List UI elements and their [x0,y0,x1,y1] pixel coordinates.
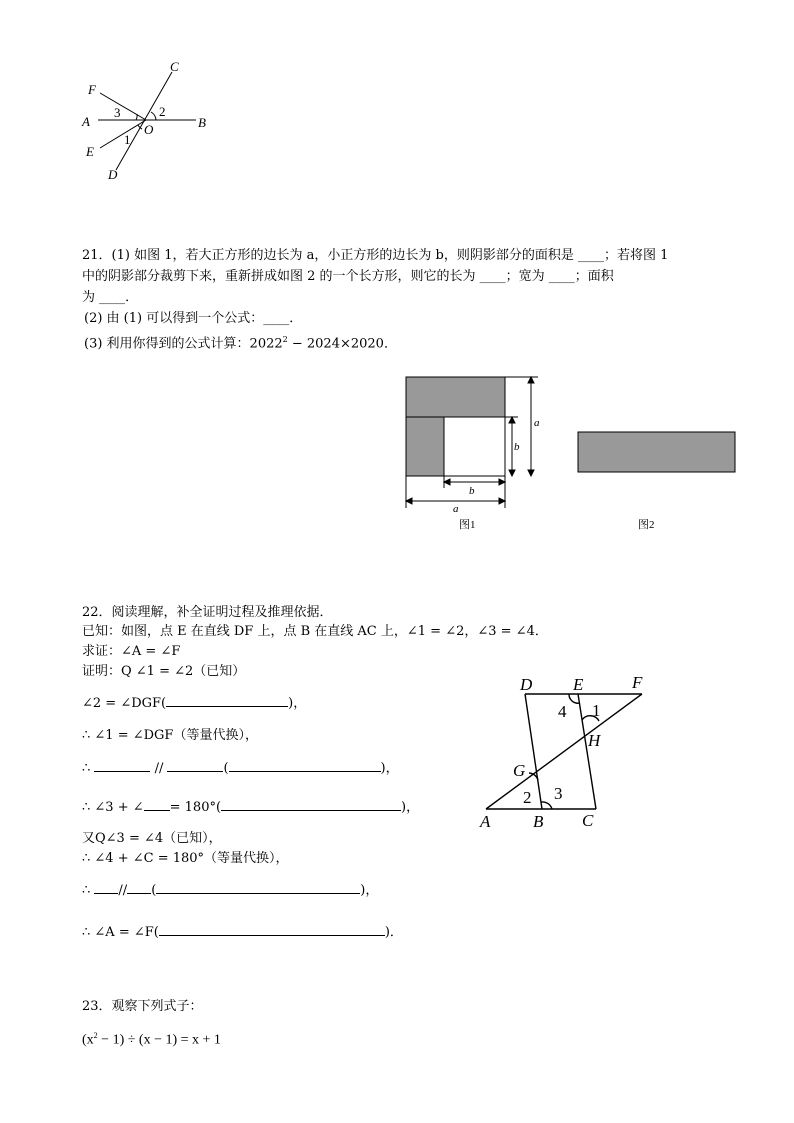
blank-step3-line2[interactable] [167,758,223,772]
q22-title: 22．阅读理解，补全证明过程及推理依据． [82,605,333,620]
step4-mid: = 180°( [169,800,222,815]
q22-prove: 求证：∠A = ∠F [82,644,181,659]
q21-line5-sup: 2 [282,335,288,344]
q23-eq-pre: (x [82,1032,94,1048]
q23-eq-sup: 2 [93,1031,98,1040]
label-C: C [170,59,179,74]
caption-fig2: 图2 [638,519,655,531]
blank-step8-reason[interactable] [159,922,385,936]
label-G: G [513,761,526,780]
blank-step4-angle[interactable] [144,797,170,811]
label-D: D [108,167,118,182]
blank-step3-reason[interactable] [229,758,381,772]
label-A: A [82,114,90,129]
q22-step3 [82,758,399,779]
label-A: A [480,812,491,831]
fig21-figures [398,368,748,538]
label-4: 4 [558,702,567,721]
q21-line2: 中的阴影部分裁剪下来，重新拼成如图 2 的一个长方形，则它的长为 ____；宽为 ____；面积 [82,269,614,284]
q23-title: 23．观察下列式子： [82,999,203,1014]
step3-parallel: // [154,761,164,776]
q22-step1 [82,693,306,714]
q21-line3: 为 ____． [82,290,139,305]
step7-parallel: // [118,883,128,898]
step7-paren: ( [151,883,157,898]
q22-step6: ∴ ∠4 + ∠C = 180°（等量代换）， [82,851,289,866]
label-3: 3 [554,784,563,803]
label-O: O [144,122,154,137]
label-C: C [582,811,594,830]
step8-text: ∴ ∠A = ∠F( [82,925,159,940]
label-2: 2 [523,788,532,807]
label-H: H [588,731,601,750]
ray-OE [100,120,146,148]
ray-OF [100,93,146,120]
label-E: E [573,675,584,694]
blank-step1-reason[interactable] [166,693,288,707]
shaded-left [406,417,444,476]
label-E: E [86,144,94,159]
label-B: B [533,812,544,831]
arc-angle-3 [541,802,552,809]
label-F: F [632,673,643,692]
label-F: F [88,82,96,97]
step7-therefore: ∴ [82,883,91,898]
q21-line4: (2) 由 (1) 可以得到一个公式：____． [84,311,303,326]
q23-eq-post: − 1) ÷ (x − 1) = x + 1 [97,1032,221,1048]
label-a-bottom: a [453,503,459,515]
label-a-right: a [534,417,540,429]
q22-proof-start: 证明：Q ∠1 = ∠2（已知） [82,664,246,679]
q22-step8 [82,922,403,943]
q21-line5 [84,330,397,354]
step7-end: )， [360,883,379,898]
step4-text: ∴ ∠3 + ∠ [82,800,144,815]
label-b-bottom: b [469,485,475,497]
figure-1 [406,377,540,531]
q23-equation [82,1026,221,1051]
caption-fig1: 图1 [459,519,476,531]
label-1: 1 [124,132,131,147]
label-1: 1 [592,701,601,720]
q22-step4 [82,797,419,818]
blank-step3-line1[interactable] [94,758,150,772]
q22-step7 [82,880,378,901]
angle-figure-top [78,55,218,185]
angle-arc-2 [151,112,156,120]
q21-line5-pre: (3) 利用你得到的公式计算：2022 [84,336,283,352]
label-D: D [520,675,533,694]
step4-end: )， [401,800,420,815]
fig22-geometry [470,668,660,833]
blank-step7-reason[interactable] [156,880,360,894]
step8-end: )． [384,925,403,940]
step3-therefore: ∴ [82,761,91,776]
blank-step7-line1[interactable] [94,880,118,894]
blank-step4-reason[interactable] [221,797,401,811]
shaded-top [406,377,505,417]
label-2: 2 [159,104,166,119]
step3-paren: ( [223,761,229,776]
label-3: 3 [114,105,121,120]
rectangle-fig2 [578,432,735,472]
step1-text: ∠2 = ∠DGF( [82,696,167,711]
label-B: B [198,115,206,130]
step1-end: )， [288,696,307,711]
blank-step7-line2[interactable] [127,880,151,894]
q22-given: 已知：如图，点 E 在直线 DF 上，点 B 在直线 AC 上，∠1 = ∠2，∠3 = ∠4． [82,624,548,639]
figure-2 [578,432,735,531]
q22-step2: ∴ ∠1 = ∠DGF（等量代换）， [82,728,258,743]
q22-step5: 又Q∠3 = ∠4（已知）， [82,831,222,846]
q21-line5-post: − 2024×2020． [287,336,397,352]
step3-end: )， [380,761,399,776]
label-b-right: b [514,441,520,453]
q21-line1: 21．(1) 如图 1，若大正方形的边长为 a，小正方形的边长为 b，则阴影部分的面积是 ____；若将图 1 [82,248,669,263]
